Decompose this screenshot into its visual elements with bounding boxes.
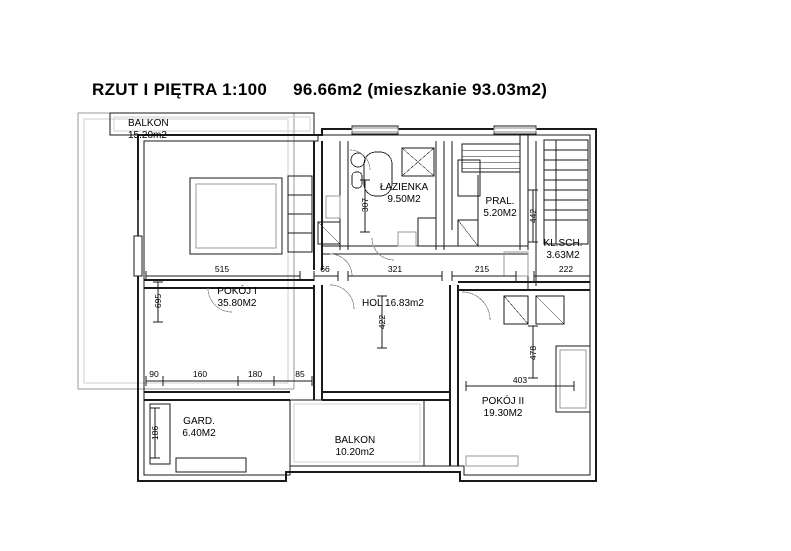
room-label-gard bbox=[182, 416, 215, 440]
dimension-label: 403 bbox=[512, 375, 528, 385]
dimension-label: 66 bbox=[320, 264, 330, 274]
room-area: 10.20m2 bbox=[335, 447, 375, 458]
dimension-label: 160 bbox=[192, 369, 208, 379]
dimension-label: 422 bbox=[377, 314, 387, 330]
dimension-label: 90 bbox=[149, 369, 159, 379]
room-name: ŁAZIENKA bbox=[379, 182, 429, 193]
room-area: 35.80M2 bbox=[217, 298, 257, 309]
room-name: POKÓJ I bbox=[217, 286, 257, 297]
dimension-label: 180 bbox=[247, 369, 263, 379]
dimension-label: 307 bbox=[360, 197, 370, 213]
room-label-pral bbox=[483, 196, 516, 220]
plan-title-text: RZUT I PIĘTRA 1:100 bbox=[92, 80, 268, 99]
room-name: KL.SCH. bbox=[543, 238, 583, 249]
room-area: 16.83m2 bbox=[385, 298, 424, 309]
room-area: 5.20M2 bbox=[483, 208, 517, 219]
dimension-label: 85 bbox=[295, 369, 305, 379]
dimension-label: 695 bbox=[153, 293, 163, 309]
room-label-balkon-bottom bbox=[335, 435, 376, 459]
room-name: BALKON bbox=[334, 435, 376, 446]
plan-area-text: 96.66m2 (mieszkanie 93.03m2) bbox=[293, 80, 548, 99]
room-name: GARD. bbox=[183, 416, 215, 427]
room-area: 6.40M2 bbox=[182, 428, 216, 439]
dimension-label: 321 bbox=[387, 264, 403, 274]
room-name: POKÓJ II bbox=[481, 396, 525, 407]
dimension-label: 515 bbox=[214, 264, 230, 274]
dimension-label: 478 bbox=[528, 345, 538, 361]
room-area: 15.20m2 bbox=[128, 130, 167, 141]
dimension-label: 442 bbox=[528, 208, 538, 224]
room-area: 19.30M2 bbox=[483, 408, 523, 419]
page-title bbox=[92, 80, 547, 100]
room-label-balkon-top bbox=[128, 118, 169, 142]
room-area: 9.50M2 bbox=[387, 194, 421, 205]
room-label-klsch bbox=[544, 238, 583, 262]
dimension-label: 222 bbox=[558, 264, 574, 274]
room-label-pokoj-i bbox=[217, 286, 256, 310]
dimension-label: 215 bbox=[474, 264, 490, 274]
dimension-label: 186 bbox=[150, 425, 160, 441]
room-label-lazienka bbox=[380, 182, 428, 206]
room-label-pokoj-ii bbox=[482, 396, 524, 420]
room-name: HOL bbox=[362, 298, 383, 309]
room-area: 3.63M2 bbox=[546, 250, 580, 261]
room-name: PRAL. bbox=[485, 196, 515, 207]
room-label-hol bbox=[362, 298, 424, 310]
room-name: BALKON bbox=[128, 118, 169, 129]
